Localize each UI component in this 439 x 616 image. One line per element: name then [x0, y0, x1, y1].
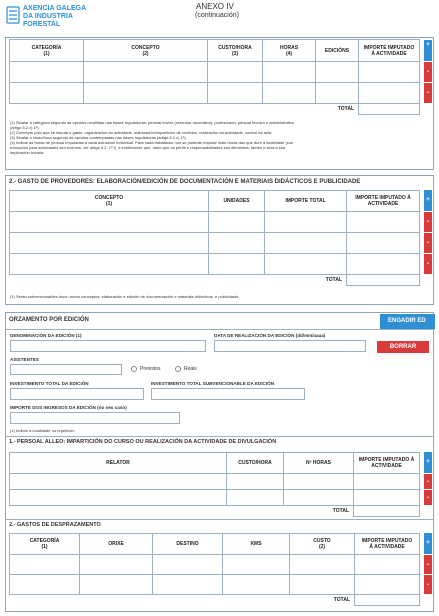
cell-input[interactable]: [354, 490, 420, 506]
divider: [6, 436, 433, 437]
logo-line2: DA INDUSTRIA: [23, 13, 73, 20]
col-num-horas: Nº HORAS: [284, 453, 354, 474]
cell-input[interactable]: [347, 212, 420, 233]
cell-input[interactable]: [265, 233, 347, 254]
denominacion-label: DENOMINACIÓN DA EDICIÓN (1): [10, 333, 82, 338]
col-categoria: CATEGORÍA (1): [10, 534, 80, 555]
radio-reais-label: Reais: [184, 366, 197, 372]
col-edicions: EDICIÓNS: [316, 40, 359, 62]
cell-input[interactable]: [84, 62, 208, 83]
delete-row-button[interactable]: •: [424, 489, 432, 505]
cell-input[interactable]: [80, 575, 153, 595]
cell-input[interactable]: [227, 474, 284, 490]
delete-row-button[interactable]: •: [424, 61, 432, 82]
cell-input[interactable]: [10, 62, 84, 83]
delete-row-button[interactable]: •: [424, 211, 432, 232]
cell-input[interactable]: [355, 575, 420, 595]
table-row: [10, 212, 420, 233]
table-row: [10, 254, 420, 275]
investimento-total-label: INVESTIMENTO TOTAL DA EDICIÓN: [10, 381, 89, 386]
ingresos-label: IMPORTE DOS INGRESOS DA EDICIÓN (no seu caso): [10, 405, 127, 410]
table-row: [10, 62, 420, 83]
cell-input[interactable]: [80, 555, 153, 575]
cell-input[interactable]: [284, 474, 354, 490]
table-row: [10, 575, 420, 595]
col-custo-hora: CUSTO/HORA (3): [208, 40, 263, 62]
col-concepto: CONCEPTO (1): [10, 191, 209, 212]
asistentes-label: ASISTENTES: [10, 357, 39, 362]
asistentes-input[interactable]: [10, 364, 122, 375]
cell-input[interactable]: [223, 575, 290, 595]
radio-reais[interactable]: [175, 366, 181, 372]
cell-input[interactable]: [265, 212, 347, 233]
delete-row-button[interactable]: •: [424, 554, 432, 574]
table-row: [10, 474, 420, 490]
logo: [6, 4, 116, 34]
cell-input[interactable]: [359, 83, 420, 104]
cell-input[interactable]: [263, 83, 316, 104]
cell-input[interactable]: [354, 474, 420, 490]
col-importe-imputado: IMPORTE IMPUTADO Á ACTIVIDADE: [347, 191, 420, 212]
delete-row-button[interactable]: •: [424, 253, 432, 274]
annex-title: ANEXO IV: [196, 2, 234, 11]
cell-input[interactable]: [316, 62, 359, 83]
add-row-button[interactable]: +: [424, 533, 432, 554]
section3-title: 1.- PERSOAL ALLEO: IMPARTICIÓN DO CURSO OU REALIZACIÓN DA ACTIVIDADE DE DIVULGACIÓN: [9, 439, 277, 445]
investimento-total-input[interactable]: [10, 388, 144, 400]
table-row: [10, 233, 420, 254]
delete-row-button[interactable]: •: [424, 82, 432, 103]
cell-input[interactable]: [84, 83, 208, 104]
col-horas: HORAS (4): [263, 40, 316, 62]
table-row: [10, 490, 420, 506]
cell-input[interactable]: [284, 490, 354, 506]
ingresos-input[interactable]: [10, 412, 180, 424]
col-custo: CUSTO (2): [290, 534, 355, 555]
add-row-button[interactable]: +: [424, 40, 432, 61]
investimento-subvencionable-input[interactable]: [151, 388, 305, 400]
annex-subtitle: (continuación): [195, 12, 239, 19]
personal-table: [9, 39, 420, 115]
persoal-alleo-table: [9, 452, 420, 517]
radio-previstos-label: Previstos: [140, 366, 161, 372]
col-concepto: CONCEPTO (2): [84, 40, 208, 62]
cell-input[interactable]: [10, 83, 84, 104]
col-relator: RELATOR: [10, 453, 227, 474]
data-realizacion-label: DATA DE REALIZACIÓN DA EDICIÓN (dd/mm/aaaa): [214, 333, 326, 338]
add-row-button[interactable]: +: [424, 452, 432, 473]
cell-input[interactable]: [209, 233, 265, 254]
cell-input[interactable]: [290, 575, 355, 595]
cell-input[interactable]: [359, 62, 420, 83]
col-orixe: ORIXE: [80, 534, 153, 555]
cell-input[interactable]: [208, 62, 263, 83]
divider: [6, 519, 433, 520]
total-value: [354, 506, 420, 517]
cell-input[interactable]: [209, 212, 265, 233]
col-custo-hora: CUSTO/HORA: [227, 453, 284, 474]
logo-line3: FORESTAL: [23, 21, 61, 28]
cell-input[interactable]: [265, 254, 347, 275]
table-row: [10, 83, 420, 104]
cell-input[interactable]: [10, 555, 80, 575]
total-label: TOTAL: [337, 106, 354, 113]
col-importe: IMPORTE IMPUTADO Á ACTIVIDADE: [359, 40, 420, 62]
data-realizacion-input[interactable]: [214, 340, 366, 352]
denominacion-input[interactable]: [10, 340, 206, 352]
delete-row-button[interactable]: •: [424, 473, 432, 489]
orzamento-note: (1) Indicar a localidade ou repetición: [10, 428, 75, 433]
cell-input[interactable]: [153, 575, 223, 595]
total-value: [359, 104, 420, 115]
cell-input[interactable]: [223, 555, 290, 575]
cell-input[interactable]: [10, 212, 209, 233]
col-importe-imputado: IMPORTE IMPUTADO Á ACTIVIDADE: [355, 534, 420, 555]
col-categoria: CATEGORÍA (1): [10, 40, 84, 62]
cell-input[interactable]: [10, 490, 227, 506]
provedores-table: [9, 190, 420, 286]
total-label: TOTAL: [325, 277, 342, 284]
section2-title: 2.- GASTO DE PROVEDORES: ELABORACIÓN/EDICIÓN DE DOCUMENTACIÓN E MATERIAIS DIDÁCTICOS E PUBLICIDADE: [9, 179, 361, 185]
cell-input[interactable]: [208, 83, 263, 104]
cell-input[interactable]: [209, 254, 265, 275]
col-unidades: UNIDADES: [209, 191, 265, 212]
cell-input[interactable]: [263, 62, 316, 83]
radio-previstos[interactable]: [131, 366, 137, 372]
col-importe-imputado: IMPORTE IMPUTADO Á ACTIVIDADE: [354, 453, 420, 474]
add-edition-button[interactable]: ENGADIR ED: [380, 314, 435, 329]
cell-input[interactable]: [10, 474, 227, 490]
col-destino: DESTINO: [153, 534, 223, 555]
total-label: TOTAL: [332, 508, 349, 515]
cell-input[interactable]: [227, 490, 284, 506]
cell-input[interactable]: [10, 575, 80, 595]
col-kms: KMS: [223, 534, 290, 555]
total-label: TOTAL: [333, 597, 350, 604]
section2-notes: (1) Serán subvencionables dous únicos conceptos: elaboración e edición de documentación e materiais didácticos, e publicidade.: [10, 294, 240, 299]
logo-line1: AXENCIA GALEGA: [23, 5, 87, 12]
total-value: [355, 595, 420, 606]
xunta-logo-icon: [6, 6, 20, 24]
cell-input[interactable]: [347, 254, 420, 275]
cell-input[interactable]: [347, 233, 420, 254]
delete-edition-button[interactable]: BORRAR: [377, 341, 429, 353]
cell-input[interactable]: [153, 555, 223, 575]
col-importe-total: IMPORTE TOTAL: [265, 191, 347, 212]
add-row-button[interactable]: +: [424, 190, 432, 211]
cell-input[interactable]: [355, 555, 420, 575]
cell-input[interactable]: [290, 555, 355, 575]
cell-input[interactable]: [10, 233, 209, 254]
total-value: [347, 275, 420, 286]
desprazamento-table: [9, 533, 420, 606]
cell-input[interactable]: [10, 254, 209, 275]
orzamento-title: ORZAMENTO POR EDICIÓN: [9, 317, 89, 323]
table-row: [10, 555, 420, 575]
section1-notes: (1) Sinalar a categoría segundo as opcións recollidas nas bases reguladoras: persoal imvtor (xerencia, secretaría), profesorado, persoal técnico e administrativo (artigo 5.2.c) 1º). (2) Concepto polo que se imputa o gasto: organización da actividade, elaboración/impartición de contidos, realización da actividade, control na aula. (3) Sinalar o custo/hora segundo as opcións contempladas nas bases reguladoras (artigo 5.2.c) 1º). (4) Indicar as horas de persoal imputadas a cada actuación individual. Para cada traballador non se poderán imputar máis horas das que dure a actividade (con excepción para actividades sen eventos, ver artigo 5.2. 1º f), e evidénciese que, dado que os perfís e responsabilidades son diferentes, tamén o será a súa implicación horaria.: [10, 120, 294, 155]
investimento-subvencionable-label: INVESTIMENTO TOTAL SUBVENCIONABLE DA EDICIÓN: [151, 381, 275, 386]
delete-row-button[interactable]: •: [424, 232, 432, 253]
section4-title: 2.- GASTOS DE DESPRAZAMENTO: [9, 522, 101, 528]
header-divider: [6, 329, 433, 330]
cell-input[interactable]: [316, 83, 359, 104]
delete-row-button[interactable]: •: [424, 574, 432, 594]
